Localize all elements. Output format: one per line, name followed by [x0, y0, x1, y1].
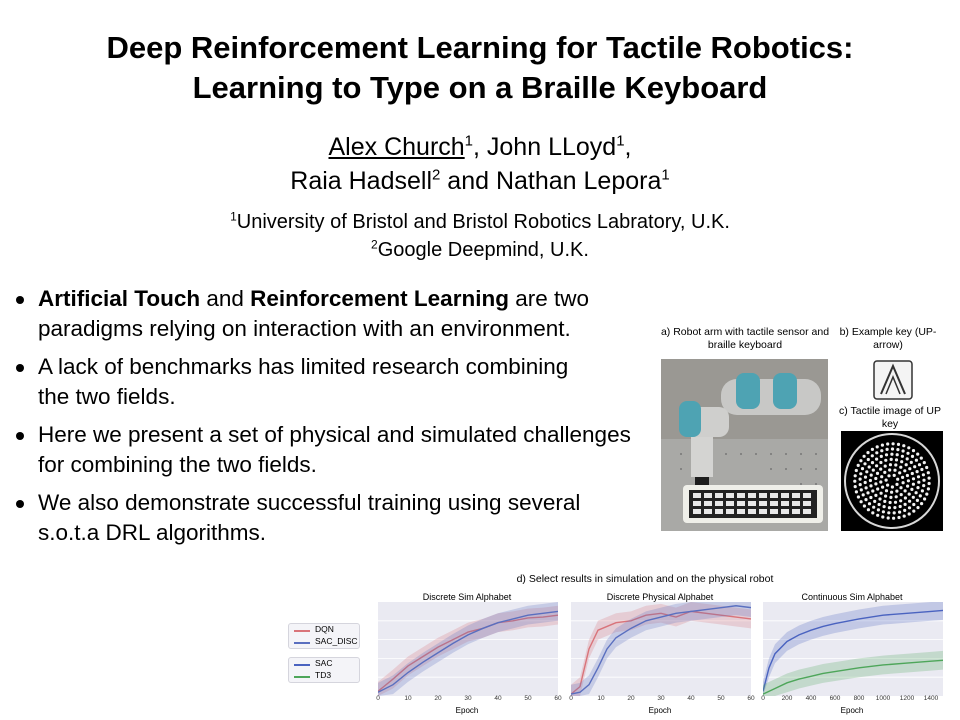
bullet-text: are two paradigms relying on interaction with an environment.: [38, 286, 589, 341]
tactile-pin: [912, 449, 915, 452]
legend-swatch: [294, 642, 310, 644]
x-tick-label: 1400: [923, 695, 939, 702]
tactile-pin: [884, 465, 887, 468]
bullet-list: [14, 284, 654, 556]
plot-title: Discrete Physical Alphabet: [606, 592, 714, 602]
tactile-pin: [923, 461, 926, 464]
tactile-pin: [874, 494, 877, 497]
tactile-pin: [868, 465, 871, 468]
tactile-pin: [925, 466, 928, 469]
robot-arm-illustration: [661, 359, 828, 531]
legend-label: SAC_DISC: [315, 636, 358, 646]
tactile-pin: [920, 502, 923, 505]
tactile-pin: [899, 499, 902, 502]
up-arrow-key-image: [873, 360, 913, 400]
tactile-pin: [896, 453, 899, 456]
tactile-pin: [889, 463, 892, 466]
x-tick-labels: [763, 695, 943, 705]
tactile-pin: [888, 468, 891, 471]
tactile-pin: [912, 496, 915, 499]
title-line-1: Deep Reinforcement Learning for Tactile Robotics:: [106, 30, 854, 65]
tactile-pin: [860, 488, 863, 491]
tactile-pin: [876, 445, 879, 448]
tactile-pin: [894, 463, 897, 466]
tactile-pin: [896, 448, 899, 451]
author-sup: 1: [464, 132, 474, 150]
author-alex-church: Alex Church: [328, 133, 465, 161]
legend-item-sac-disc: [289, 636, 359, 648]
tactile-pin: [853, 480, 856, 483]
x-tick-label: 1000: [875, 695, 891, 702]
tactile-pin: [854, 474, 857, 477]
tactile-pin: [906, 474, 909, 477]
tactile-pin: [902, 444, 905, 447]
tactile-pin: [880, 455, 883, 458]
tactile-pin: [921, 489, 924, 492]
bullet-item: [14, 488, 618, 548]
tactile-pin: [892, 517, 895, 520]
tactile-pin: [908, 506, 911, 509]
tactile-pin: [928, 477, 931, 480]
tactile-pin: [903, 469, 906, 472]
x-tick-label: 60: [747, 695, 755, 702]
tactile-pin: [885, 489, 888, 492]
tactile-pin: [855, 469, 858, 472]
x-tick-label: 40: [687, 695, 695, 702]
bullet-item: [14, 420, 638, 480]
x-tick-label: 60: [554, 695, 562, 702]
author-list: [0, 130, 960, 198]
plot-panel-discrete-sim: [372, 592, 562, 720]
tactile-pin: [916, 486, 919, 489]
tactile-pin: [869, 484, 872, 487]
tactile-pin: [887, 511, 890, 514]
tactile-image: [841, 431, 943, 531]
x-tick-label: 30: [657, 695, 665, 702]
tactile-pin: [871, 461, 874, 464]
tactile-pin: [867, 508, 870, 511]
tactile-pin: [881, 444, 884, 447]
tactile-pin: [927, 487, 930, 490]
tactile-pin: [867, 458, 870, 461]
tactile-pin: [880, 449, 883, 452]
tactile-pin: [883, 505, 886, 508]
tactile-pin: [906, 485, 909, 488]
tactile-pin: [874, 482, 877, 485]
x-tick-label: 600: [829, 695, 841, 702]
author-sup: 2: [432, 166, 441, 184]
caption-b: b) Example key (UP-arrow): [839, 326, 937, 351]
tactile-pin: [927, 471, 930, 474]
tactile-pin: [904, 489, 907, 492]
tactile-pin: [866, 491, 869, 494]
tactile-pin: [864, 476, 867, 479]
x-tick-label: 30: [464, 695, 472, 702]
tactile-pin: [879, 468, 882, 471]
tactile-pin: [893, 469, 896, 472]
tactile-pin: [895, 483, 898, 486]
tactile-pin: [893, 474, 896, 477]
tactile-pin: [911, 455, 914, 458]
tactile-pin: [859, 483, 862, 486]
tactile-pin: [916, 506, 919, 509]
tactile-pin: [871, 511, 874, 514]
tactile-pin: [857, 464, 860, 467]
tactile-pin: [912, 503, 915, 506]
affiliations: [0, 208, 960, 264]
legend-item-td3: [289, 670, 359, 682]
tactile-pin: [920, 468, 923, 471]
tactile-pin: [906, 452, 909, 455]
series-band-td3: [763, 651, 943, 696]
tactile-pin: [854, 485, 857, 488]
caption-c: c) Tactile image of UP key: [839, 405, 941, 430]
tactile-pin: [862, 493, 865, 496]
caption-a: a) Robot arm with tactile sensor and braille keyboard: [660, 326, 830, 351]
tactile-pin: [886, 448, 889, 451]
tactile-pin: [863, 462, 866, 465]
tactile-pin: [919, 494, 922, 497]
plot-area: [763, 602, 943, 696]
tactile-pin: [893, 511, 896, 514]
tactile-pin: [922, 473, 925, 476]
x-tick-label: 800: [853, 695, 865, 702]
tactile-pin: [891, 485, 894, 488]
tactile-pin: [863, 504, 866, 507]
affil-sup: 1: [230, 209, 237, 224]
tactile-pin: [873, 500, 876, 503]
bold-term: Artificial Touch: [38, 286, 201, 311]
authors-line-1: [0, 130, 960, 164]
tactile-pin-array: [841, 431, 943, 531]
tactile-pin: [911, 472, 914, 475]
author-raia-hadsell: Raia Hadsell: [290, 167, 433, 195]
tactile-pin: [906, 457, 909, 460]
plot-title: Continuous Sim Alphabet: [801, 592, 903, 602]
caption-d: d) Select results in simulation and on the physical robot: [516, 573, 774, 585]
tactile-pin: [859, 472, 862, 475]
tactile-pin: [894, 501, 897, 504]
x-tick-label: 400: [805, 695, 817, 702]
tactile-pin: [908, 500, 911, 503]
x-tick-label: 200: [781, 695, 793, 702]
series-band-sac_disc: [378, 602, 558, 696]
tactile-pin: [925, 493, 928, 496]
tactile-pin: [875, 464, 878, 467]
tactile-pin: [885, 479, 888, 482]
tactile-pin: [890, 458, 893, 461]
tactile-pin: [887, 516, 890, 519]
tactile-pin: [878, 503, 881, 506]
tactile-pin: [864, 498, 867, 501]
legend-discrete: [288, 623, 360, 649]
tactile-pin: [866, 451, 869, 454]
affiliation-1: [0, 208, 960, 236]
tactile-pin: [859, 478, 862, 481]
tactile-pin: [922, 479, 925, 482]
tactile-pin: [869, 479, 872, 482]
tactile-pin: [912, 477, 915, 480]
tactile-pin: [879, 480, 882, 483]
tactile-pin: [861, 467, 864, 470]
poster-title: [0, 28, 960, 108]
bullet-dot: [16, 500, 24, 508]
plot-title: Discrete Sim Alphabet: [422, 592, 512, 602]
bullet-dot: [16, 364, 24, 372]
tactile-pin: [915, 459, 918, 462]
bold-term: Reinforcement Learning: [250, 286, 509, 311]
robot-photo: [661, 359, 828, 531]
tactile-pin: [912, 510, 915, 513]
tactile-pin: [864, 481, 867, 484]
tactile-pin: [879, 461, 882, 464]
tactile-pin: [912, 483, 915, 486]
authors-line-2: [0, 164, 960, 198]
plot-area: [571, 602, 751, 696]
tactile-pin: [898, 511, 901, 514]
tactile-pin: [863, 455, 866, 458]
tactile-pin: [860, 500, 863, 503]
x-tick-labels: [376, 695, 562, 705]
x-tick-label: 50: [717, 695, 725, 702]
legend-swatch: [294, 676, 310, 678]
tactile-pin: [859, 459, 862, 462]
tactile-pin: [884, 459, 887, 462]
tactile-pin: [915, 491, 918, 494]
tactile-pin: [855, 490, 858, 493]
tactile-pin: [875, 451, 878, 454]
tactile-pin: [888, 506, 891, 509]
tactile-pin: [871, 454, 874, 457]
tactile-pin: [868, 502, 871, 505]
tactile-pin: [898, 471, 901, 474]
tactile-pin: [895, 458, 898, 461]
tactile-pin: [899, 466, 902, 469]
tactile-pin: [883, 471, 886, 474]
tactile-pin: [910, 461, 913, 464]
tactile-pin: [908, 512, 911, 515]
x-tick-label: 10: [404, 695, 412, 702]
tactile-pin: [869, 496, 872, 499]
tactile-pin: [920, 457, 923, 460]
bullet-text: A lack of benchmarks has limited research combining the two fields.: [38, 354, 569, 409]
bullet-dot: [16, 432, 24, 440]
tactile-pin: [900, 460, 903, 463]
tactile-pin: [917, 481, 920, 484]
tactile-pin: [903, 515, 906, 518]
tactile-pin: [857, 495, 860, 498]
x-tick-label: 10: [597, 695, 605, 702]
tactile-pin: [870, 474, 873, 477]
legend-label: TD3: [315, 670, 332, 680]
legend-item-sac: [289, 658, 359, 670]
tactile-pin: [901, 476, 904, 479]
tactile-pin: [881, 486, 884, 489]
bullet-item: [14, 352, 578, 412]
affil-text: Google Deepmind, U.K.: [377, 239, 589, 261]
tactile-pin: [876, 487, 879, 490]
bullet-text: and: [200, 286, 251, 311]
x-axis-label: Epoch: [648, 706, 672, 715]
chart-svg: [763, 602, 943, 696]
tactile-pin: [899, 505, 902, 508]
tactile-pin: [900, 493, 903, 496]
tactile-pin: [913, 465, 916, 468]
tactile-pin: [889, 501, 892, 504]
tactile-pin: [885, 453, 888, 456]
x-tick-label: 20: [434, 695, 442, 702]
tactile-pin: [883, 500, 886, 503]
plot-panel-discrete-physical: [565, 592, 755, 720]
title-line-2: Learning to Type on a Braille Keyboard: [192, 70, 768, 105]
tactile-pin: [876, 514, 879, 517]
legend-swatch: [294, 630, 310, 632]
tactile-pin: [881, 515, 884, 518]
tactile-pin: [889, 496, 892, 499]
tactile-pin: [886, 484, 889, 487]
tactile-pin: [896, 478, 899, 481]
tactile-pin: [910, 488, 913, 491]
tactile-pin: [907, 446, 910, 449]
x-axis-label: Epoch: [455, 706, 479, 715]
tactile-pin: [871, 448, 874, 451]
tactile-pin: [903, 509, 906, 512]
tactile-pin: [902, 481, 905, 484]
tactile-pin: [923, 497, 926, 500]
plot-area: [378, 602, 558, 696]
tactile-pin: [901, 455, 904, 458]
tactile-pin: [897, 443, 900, 446]
chart-svg: [378, 602, 558, 696]
up-arrow-icon: [873, 360, 913, 400]
tactile-pin: [887, 474, 890, 477]
tactile-pin: [865, 470, 868, 473]
x-tick-label: 0: [376, 695, 380, 702]
author-john-lloyd: , John LLoyd: [473, 133, 617, 161]
tactile-pin: [928, 482, 931, 485]
tactile-pin: [884, 495, 887, 498]
bullet-item: [14, 284, 654, 344]
tactile-pin: [872, 506, 875, 509]
tactile-pin: [918, 463, 921, 466]
x-tick-label: 40: [494, 695, 502, 702]
tactile-pin: [880, 475, 883, 478]
tactile-pin: [886, 442, 889, 445]
x-axis-label: Epoch: [840, 706, 864, 715]
x-tick-labels: [569, 695, 755, 705]
tactile-pin: [877, 508, 880, 511]
tactile-pin: [904, 496, 907, 499]
tactile-pin: [922, 484, 925, 487]
x-tick-label: 1200: [899, 695, 915, 702]
bullet-dot: [16, 296, 24, 304]
tactile-pin: [891, 447, 894, 450]
tactile-pin: [905, 463, 908, 466]
tactile-pin: [895, 490, 898, 493]
x-tick-label: 0: [569, 695, 573, 702]
tactile-pin: [916, 453, 919, 456]
x-tick-label: 50: [524, 695, 532, 702]
affil-text: University of Bristol and Bristol Robotics Labratory, U.K.: [236, 211, 730, 233]
tactile-pin: [897, 516, 900, 519]
tactile-pin: [895, 495, 898, 498]
tactile-pin: [890, 491, 893, 494]
tactile-pin: [916, 470, 919, 473]
affil-sup: 2: [371, 237, 378, 252]
tactile-pin: [904, 503, 907, 506]
tactile-pin: [874, 477, 877, 480]
tactile-pin: [892, 442, 895, 445]
legend-continuous: [288, 657, 360, 683]
tactile-pin: [908, 467, 911, 470]
tactile-pin: [882, 510, 885, 513]
tactile-pin: [893, 506, 896, 509]
bullet-text: We also demonstrate successful training using several s.o.t.a DRL algorithms.: [38, 490, 581, 545]
legend-label: DQN: [315, 624, 334, 634]
author-sup: 1: [661, 166, 670, 184]
tactile-pin: [875, 458, 878, 461]
plot-panel-continuous-sim: [757, 592, 947, 720]
tactile-pin: [865, 486, 868, 489]
legend-item-dqn: [289, 624, 359, 636]
tactile-pin: [917, 475, 920, 478]
tactile-pin: [899, 486, 902, 489]
tactile-pin: [876, 472, 879, 475]
chart-svg: [571, 602, 751, 696]
author-nathan-lepora: and Nathan Lepora: [440, 167, 662, 195]
author-comma: ,: [624, 133, 632, 161]
affiliation-2: [0, 236, 960, 264]
legend-swatch: [294, 664, 310, 666]
tactile-pin: [902, 449, 905, 452]
tactile-pin: [908, 493, 911, 496]
series-band-sac_disc: [571, 602, 751, 696]
tactile-pin: [890, 453, 893, 456]
author-sup: 1: [616, 132, 625, 150]
tactile-pin: [880, 492, 883, 495]
tactile-pin: [907, 479, 910, 482]
tactile-pin: [871, 489, 874, 492]
legend-label: SAC: [315, 658, 333, 668]
tactile-pin: [878, 497, 881, 500]
tactile-pin: [916, 499, 919, 502]
x-tick-label: 0: [761, 695, 765, 702]
tactile-pin: [872, 469, 875, 472]
bullet-text: Here we present a set of physical and simulated challenges for combining the two fields.: [38, 422, 631, 477]
x-tick-label: 20: [627, 695, 635, 702]
